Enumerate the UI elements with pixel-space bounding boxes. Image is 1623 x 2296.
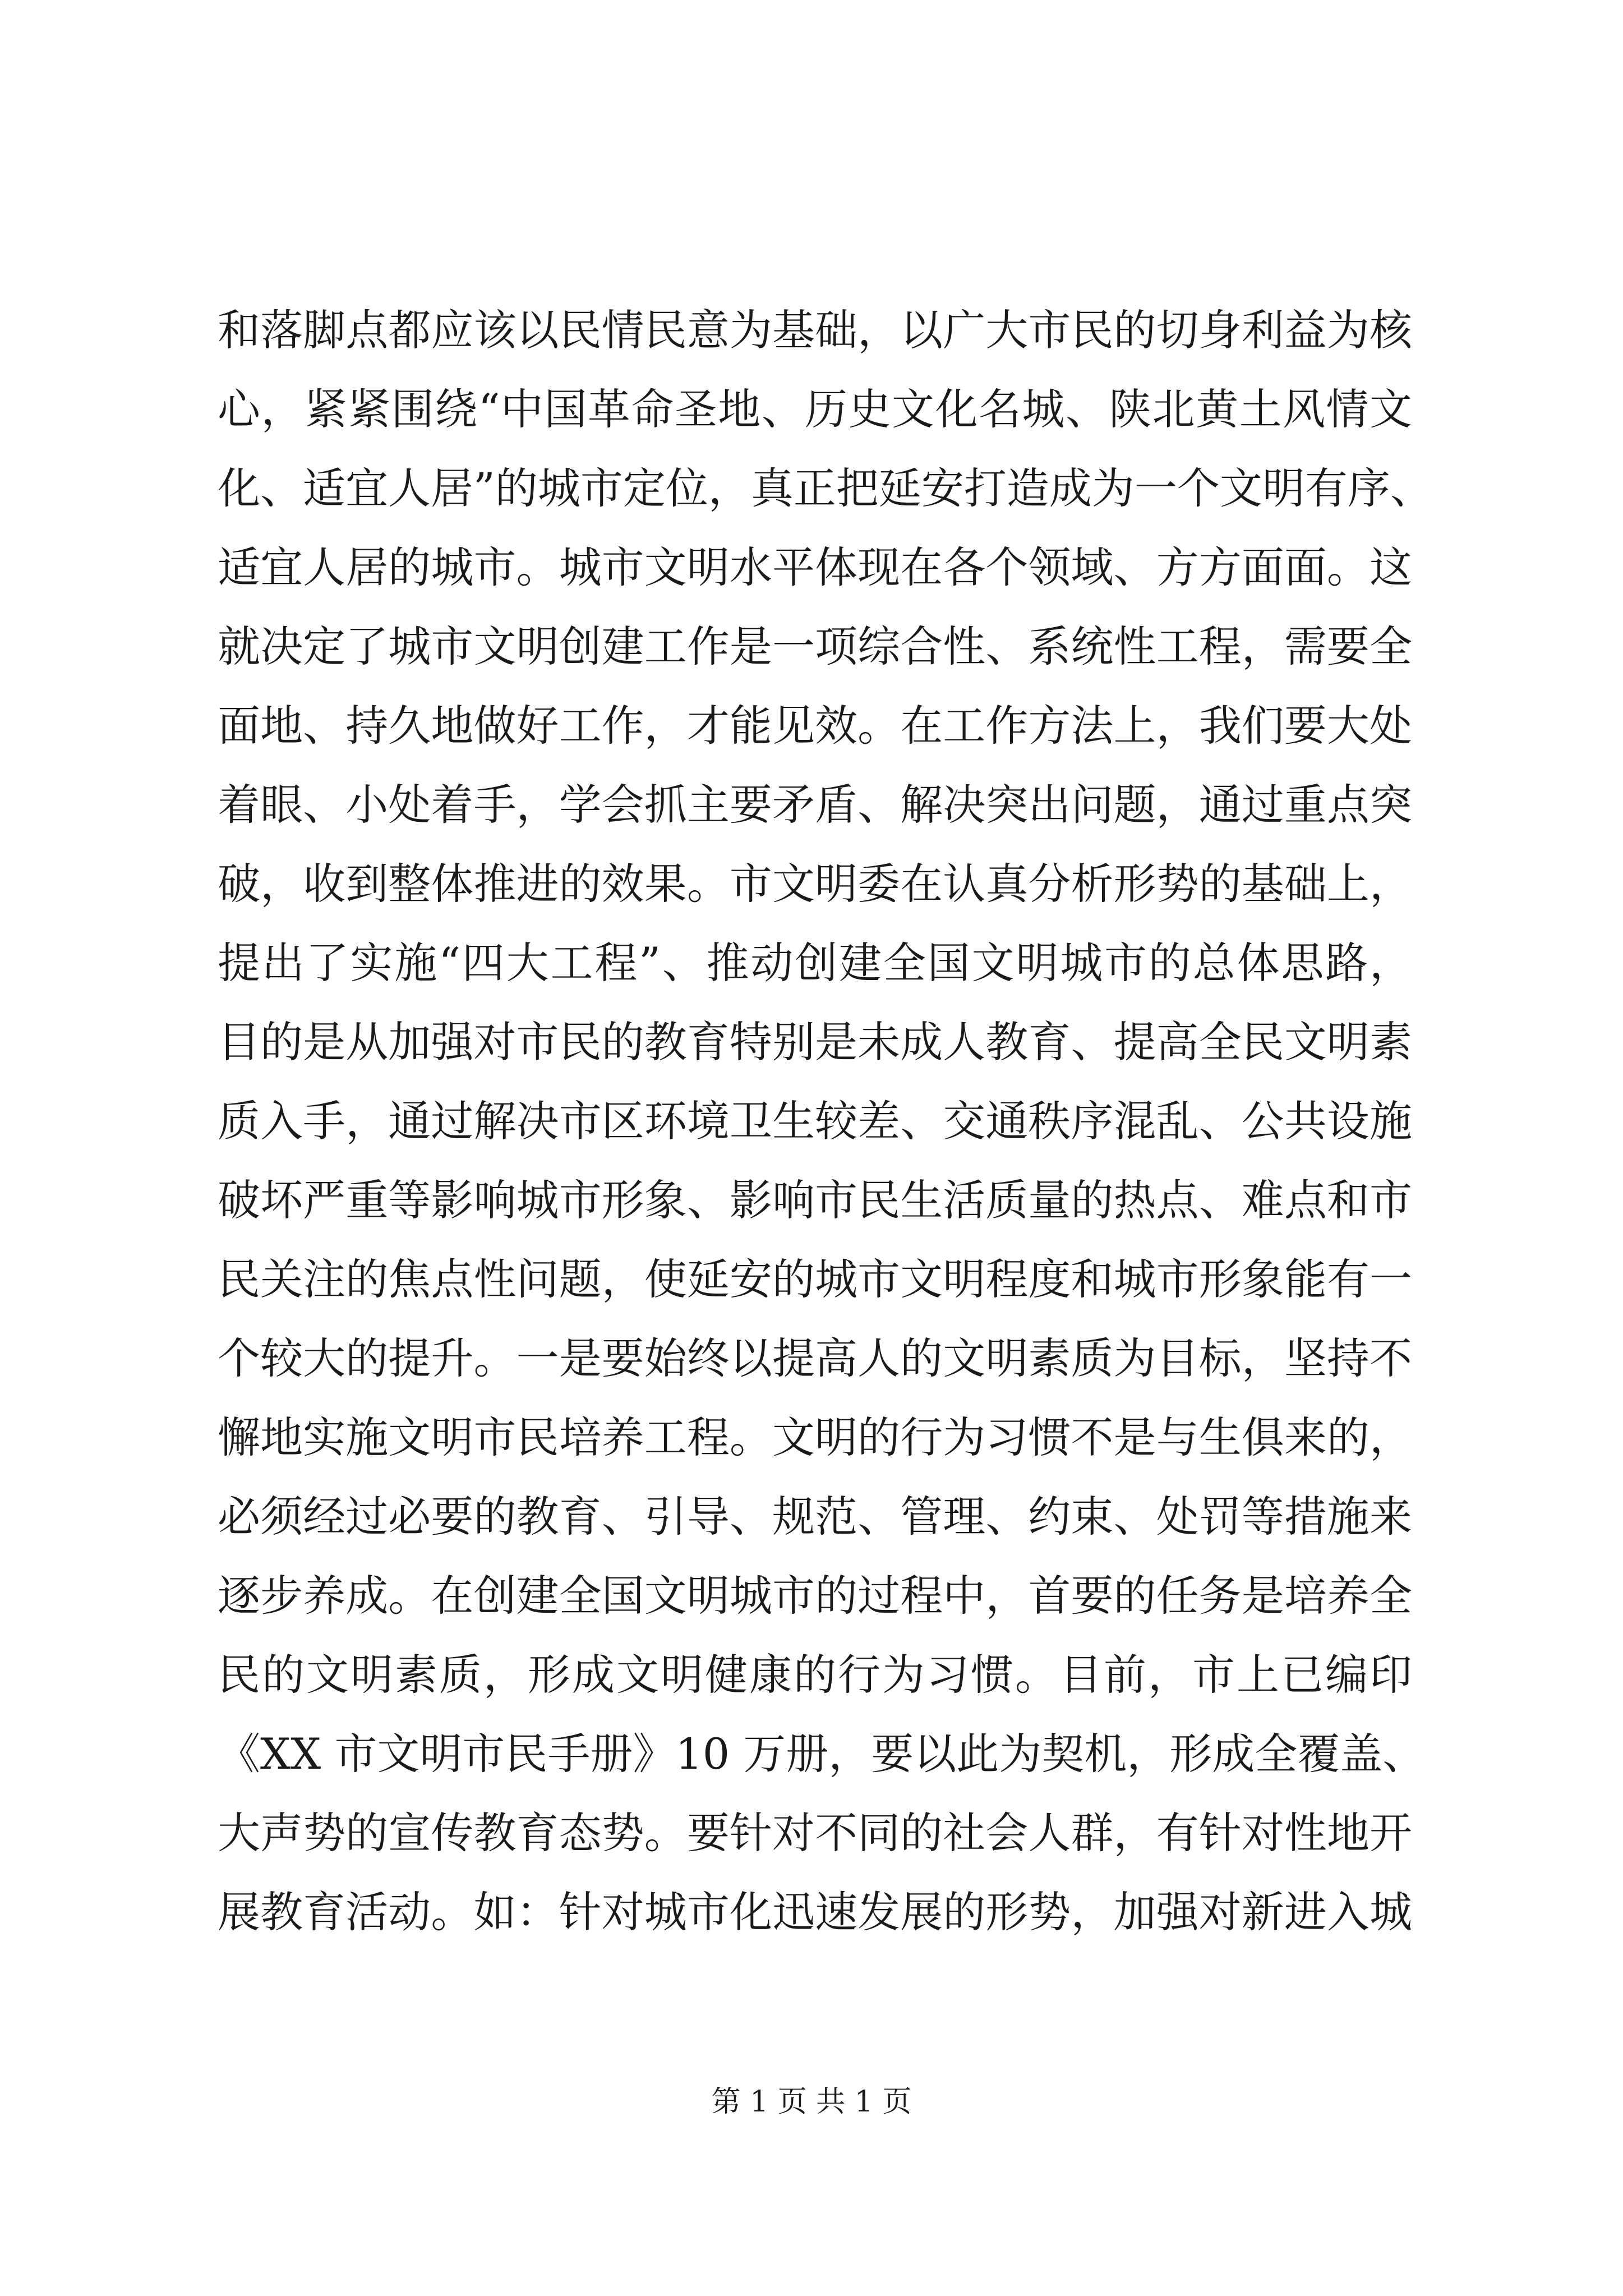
- text-line: 质入手，通过解决市区环境卫生较差、交通秩序混乱、公共设施: [218, 1096, 1412, 1146]
- page-number-footer: 第 1 页 共 1 页: [711, 2085, 912, 2119]
- text-line: 个较大的提升。一是要始终以提高人的文明素质为目标，坚持不: [218, 1333, 1412, 1383]
- text-line: 大声势的宣传教育态势。要针对不同的社会人群，有针对性地开: [218, 1808, 1412, 1858]
- text-line: 和落脚点都应该以民情民意为基础，以广大市民的切身利益为核: [218, 305, 1412, 355]
- text-line: 懈地实施文明市民培养工程。文明的行为习惯不是与生俱来的，: [218, 1412, 1412, 1462]
- text-line: 适宜人居的城市。城市文明水平体现在各个领域、方方面面。这: [218, 542, 1412, 592]
- text-line: 民关注的焦点性问题，使延安的城市文明程度和城市形象能有一: [218, 1254, 1412, 1304]
- text-line: 必须经过必要的教育、引导、规范、管理、约束、处罚等措施来: [218, 1492, 1412, 1542]
- text-line: 破坏严重等影响城市形象、影响市民生活质量的热点、难点和市: [218, 1175, 1412, 1225]
- text-line: 化、适宜人居”的城市定位，真正把延安打造成为一个文明有序、: [218, 463, 1433, 513]
- text-line: 民的文明素质，形成文明健康的行为习惯。目前，市上已编印: [218, 1650, 1412, 1700]
- text-line: 心，紧紧围绕“中国革命圣地、历史文化名城、陕北黄土风情文: [218, 384, 1412, 434]
- text-line: 目的是从加强对市民的教育特别是未成人教育、提高全民文明素: [218, 1017, 1412, 1067]
- text-line: 破，收到整体推进的效果。市文明委在认真分析形势的基础上，: [218, 859, 1412, 909]
- text-line: 提出了实施“四大工程”、推动创建全国文明城市的总体思路，: [218, 938, 1412, 988]
- text-line: 《XX 市文明市民手册》10 万册，要以此为契机，形成全覆盖、: [218, 1729, 1426, 1779]
- text-line: 就决定了城市文明创建工作是一项综合性、系统性工程，需要全: [218, 622, 1412, 671]
- text-line: 面地、持久地做好工作，才能见效。在工作方法上，我们要大处: [218, 701, 1412, 751]
- body-paragraph: [218, 291, 1433, 1952]
- text-line: 逐步养成。在创建全国文明城市的过程中，首要的任务是培养全: [218, 1571, 1412, 1621]
- text-line: 展教育活动。如：针对城市化迅速发展的形势，加强对新进入城: [218, 1887, 1412, 1937]
- text-line: 着眼、小处着手，学会抓主要矛盾、解决突出问题，通过重点突: [218, 780, 1412, 830]
